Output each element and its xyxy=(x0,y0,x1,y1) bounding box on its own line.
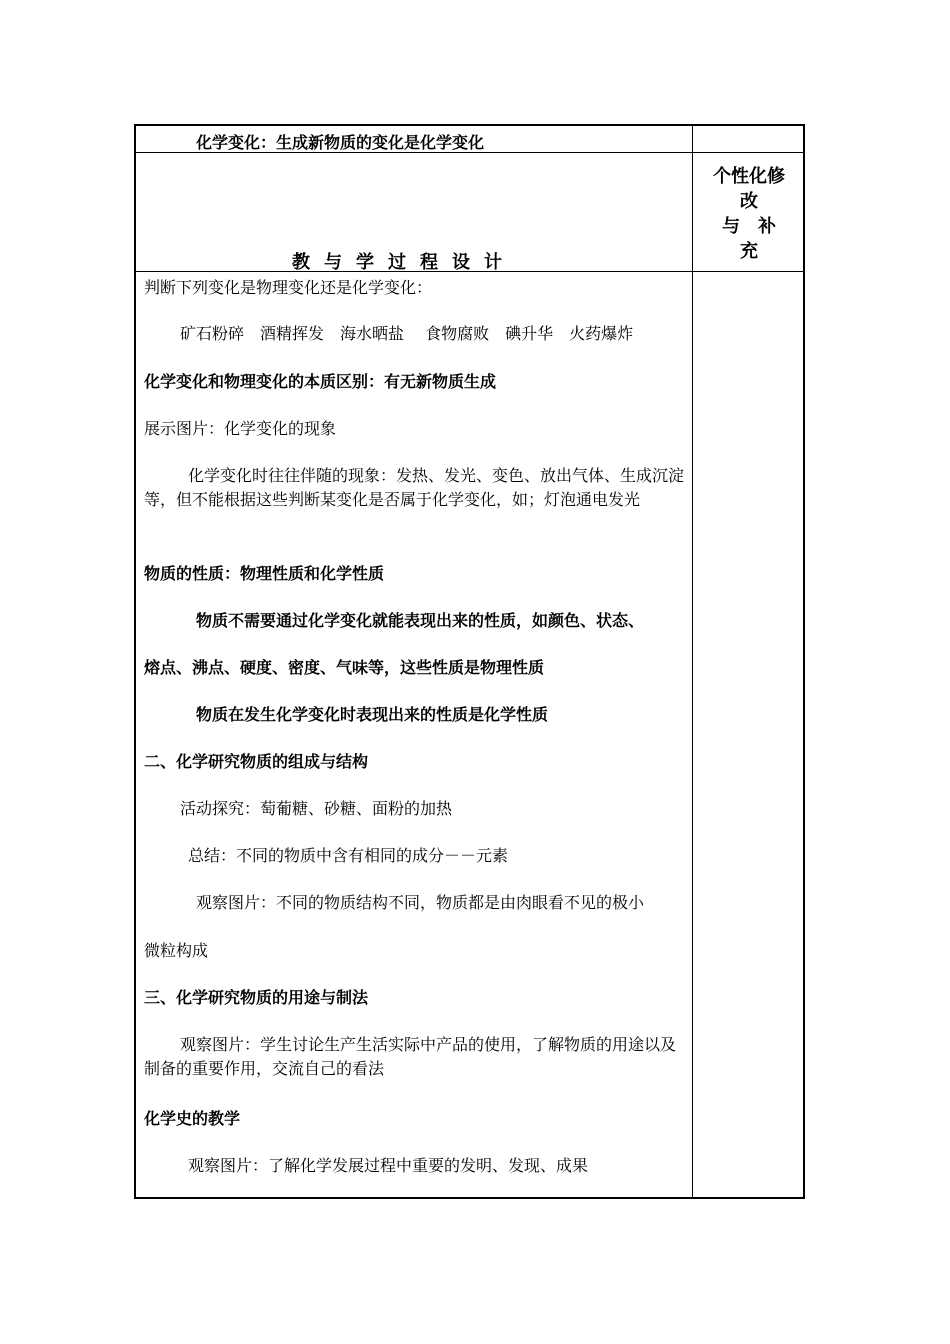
section-chemistry-history: 化学史的教学 xyxy=(144,1109,241,1128)
paragraph-particles: 微粒构成 xyxy=(144,941,209,960)
chemical-change-definition: 化学变化：生成新物质的变化是化学变化 xyxy=(196,133,485,152)
note-header-line-1: 个性化修 xyxy=(713,166,785,187)
paragraph-observe-uses: 观察图片：学生讨论生产生活实际中产品的使用，了解物质的用途以及制备的重要作用，交流自己的看法 xyxy=(144,1035,677,1078)
paragraph-summary-elements: 总结：不同的物质中含有相同的成分－－元素 xyxy=(188,846,509,865)
paragraph-observe-history: 观察图片：了解化学发展过程中重要的发明、发现、成果 xyxy=(188,1156,589,1175)
paragraph-physical-properties-1: 物质不需要通过化学变化就能表现出来的性质，如颜色、状态、 xyxy=(196,611,645,630)
paragraph-properties-heading: 物质的性质：物理性质和化学性质 xyxy=(144,564,385,583)
teaching-design-title: 教与学过程设计 xyxy=(292,252,516,273)
lesson-table xyxy=(134,124,805,1199)
note-header-line-4: 充 xyxy=(740,241,758,262)
paragraph-show-images: 展示图片：化学变化的现象 xyxy=(144,419,337,438)
paragraph-chemical-properties: 物质在发生化学变化时表现出来的性质是化学性质 xyxy=(196,705,549,724)
column-divider xyxy=(692,126,693,1197)
paragraph-essential-difference: 化学变化和物理变化的本质区别：有无新物质生成 xyxy=(144,372,497,391)
paragraph-judge-changes: 判断下列变化是物理变化还是化学变化： xyxy=(144,278,433,297)
paragraph-observe-structure: 观察图片：不同的物质结构不同，物质都是由肉眼看不见的极小 xyxy=(196,893,645,912)
personalized-notes-header xyxy=(693,164,805,264)
section-uses-preparation: 三、化学研究物质的用途与制法 xyxy=(144,988,369,1007)
note-header-line-3: 与 补 xyxy=(722,216,776,237)
paragraph-change-examples: 矿石粉碎 酒精挥发 海水晒盐 食物腐败 碘升华 火药爆炸 xyxy=(180,324,634,343)
paragraph-physical-properties-2: 熔点、沸点、硬度、密度、气味等，这些性质是物理性质 xyxy=(144,658,545,677)
note-header-line-2: 改 xyxy=(740,191,758,212)
section-composition-structure: 二、化学研究物质的组成与结构 xyxy=(144,752,369,771)
paragraph-activity-explore: 活动探究：萄葡糖、砂糖、面粉的加热 xyxy=(180,799,453,818)
paragraph-change-phenomena: 化学变化时往往伴随的现象：发热、发光、变色、放出气体、生成沉淀等，但不能根据这些判断某变化是否属于化学变化，如；灯泡通电发光 xyxy=(144,466,685,509)
